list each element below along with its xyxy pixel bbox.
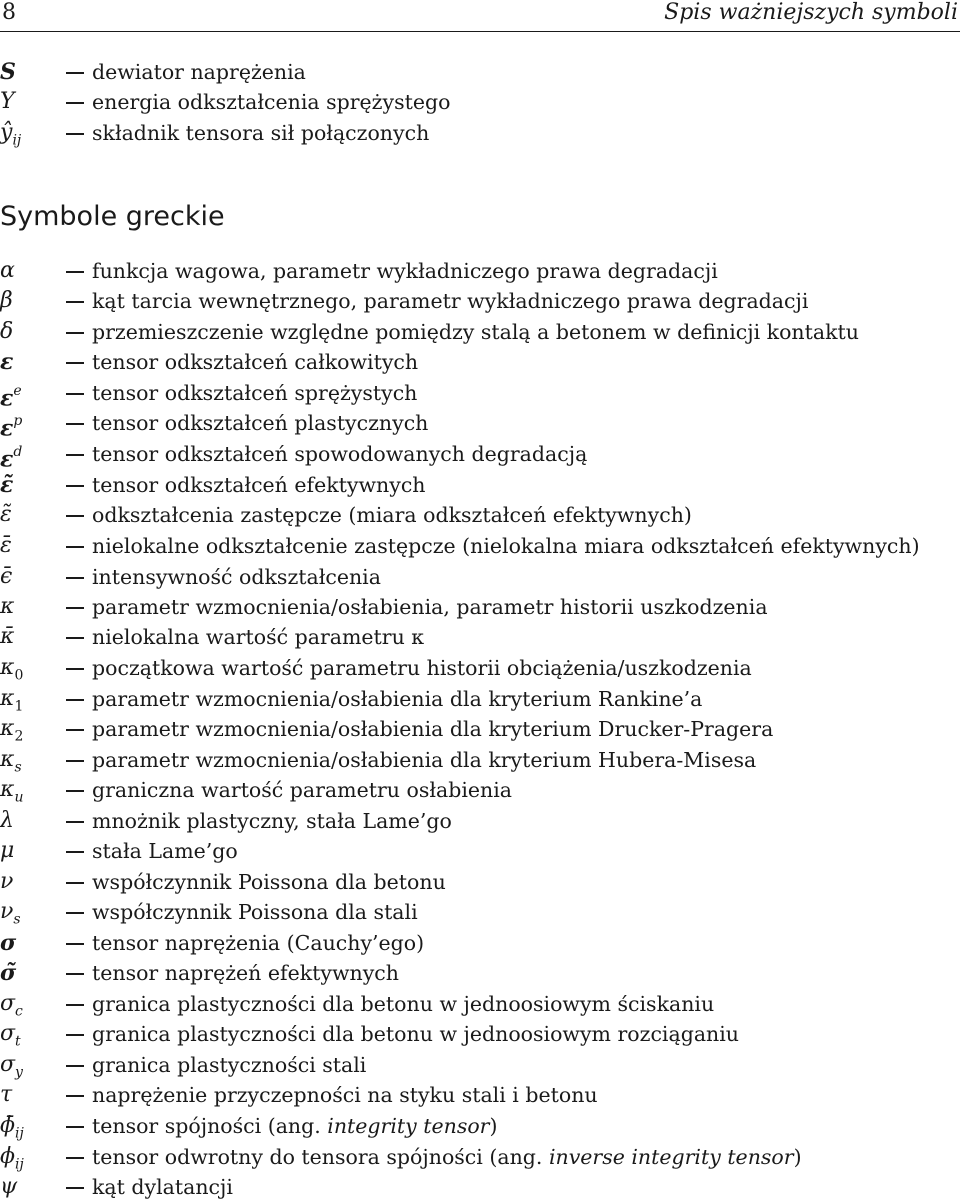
symbol-subscript: ij bbox=[15, 1156, 24, 1173]
symbol bbox=[0, 1019, 64, 1049]
dash bbox=[66, 729, 84, 731]
page-header bbox=[0, 0, 960, 32]
symbol: β bbox=[0, 288, 13, 313]
symbol bbox=[0, 1111, 64, 1141]
dash bbox=[66, 851, 84, 853]
symbol-description bbox=[92, 1111, 497, 1141]
symbol-description: tensor odkształceń sprężystych bbox=[92, 381, 418, 405]
symbol-description: tensor odkształceń efektywnych bbox=[92, 473, 426, 497]
symbol-description: tensor odkształceń całkowitych bbox=[92, 350, 419, 374]
symbol bbox=[0, 989, 64, 1019]
symbol-description: kąt tarcia wewnętrznego, parametr wykładniczego prawa degradacji bbox=[92, 289, 809, 313]
symbol-entry bbox=[0, 500, 960, 530]
dash bbox=[66, 271, 84, 273]
symbol: ε̄ bbox=[0, 533, 12, 558]
symbol-base: ε bbox=[0, 415, 14, 442]
description-tail: ) bbox=[489, 1114, 498, 1138]
symbol: ϵ̄ bbox=[0, 564, 13, 589]
symbol-entry bbox=[0, 439, 960, 473]
symbol-entry bbox=[0, 1142, 960, 1172]
symbol-description: tensor odkształceń plastycznych bbox=[92, 411, 429, 435]
dash bbox=[66, 943, 84, 945]
symbol bbox=[0, 653, 64, 683]
symbol-description: parametr wzmocnienia/osłabienia dla kryterium Rankine’a bbox=[92, 687, 703, 711]
symbol-base: ϕ bbox=[0, 1144, 15, 1169]
symbol-description: naprężenie przyczepności na styku stali i betonu bbox=[92, 1083, 598, 1107]
dash bbox=[66, 699, 84, 701]
dash bbox=[66, 301, 84, 303]
symbol-base: ε bbox=[0, 385, 14, 412]
dash bbox=[66, 485, 84, 487]
symbol-entry bbox=[0, 1050, 960, 1080]
symbol bbox=[0, 714, 64, 744]
symbol-description: dewiator naprężenia bbox=[92, 60, 306, 84]
symbol-entry bbox=[0, 775, 960, 805]
description-italic: integrity tensor bbox=[327, 1114, 490, 1138]
symbol bbox=[0, 439, 64, 473]
symbol: ψ bbox=[0, 1174, 18, 1199]
dash bbox=[66, 1095, 84, 1097]
description-text: tensor odwrotny do tensora spójności (ang. bbox=[92, 1145, 549, 1169]
dash bbox=[66, 637, 84, 639]
symbol-subscript: u bbox=[14, 789, 24, 806]
symbol bbox=[0, 408, 64, 442]
symbol-base: κ bbox=[0, 655, 15, 680]
symbol-base: κ bbox=[0, 777, 15, 802]
symbol-entry bbox=[0, 989, 960, 1019]
symbol-entry bbox=[0, 714, 960, 744]
symbol-superscript: p bbox=[13, 413, 23, 429]
symbol-base: ε bbox=[0, 446, 14, 473]
description-text: tensor spójności (ang. bbox=[92, 1114, 328, 1138]
symbol-entry bbox=[0, 317, 960, 347]
symbol-description: początkowa wartość parametru historii obciążenia/uszkodzenia bbox=[92, 656, 752, 680]
symbol: τ bbox=[0, 1082, 13, 1107]
dash bbox=[66, 760, 84, 762]
symbol: ε̃ bbox=[0, 502, 12, 527]
symbol: σ bbox=[0, 930, 17, 956]
symbol: μ bbox=[0, 838, 15, 863]
symbol-description: przemieszczenie względne pomiędzy stalą a betonem w definicji kontaktu bbox=[92, 320, 859, 344]
symbol-description: tensor odkształceń spowodowanych degradacją bbox=[92, 442, 588, 466]
symbol-entry bbox=[0, 470, 960, 500]
symbol: κ̄ bbox=[0, 624, 15, 649]
description-italic: inverse integrity tensor bbox=[548, 1145, 794, 1169]
symbol bbox=[0, 897, 64, 927]
symbol-entry bbox=[0, 118, 960, 148]
header-rule bbox=[0, 31, 960, 32]
symbol-base: ŷ bbox=[0, 120, 13, 145]
symbol-entry bbox=[0, 378, 960, 412]
symbol-description: nielokalna wartość parametru κ bbox=[92, 625, 425, 649]
symbol-entry bbox=[0, 897, 960, 927]
dash bbox=[66, 1126, 84, 1128]
dash bbox=[66, 821, 84, 823]
dash bbox=[66, 546, 84, 548]
symbol-description: kąt dylatancji bbox=[92, 1175, 233, 1199]
symbol-entry bbox=[0, 562, 960, 592]
symbol: δ bbox=[0, 319, 14, 344]
running-title: Spis ważniejszych symboli bbox=[664, 0, 958, 25]
symbol: λ bbox=[0, 808, 14, 833]
symbol bbox=[0, 1050, 64, 1080]
symbol-description: intensywność odkształcenia bbox=[92, 565, 381, 589]
dash bbox=[66, 607, 84, 609]
dash bbox=[66, 1157, 84, 1159]
symbol-subscript: s bbox=[13, 911, 21, 928]
dash bbox=[66, 668, 84, 670]
symbol bbox=[0, 775, 64, 805]
symbol: σ̃ bbox=[0, 960, 17, 986]
symbol-base: ν bbox=[0, 899, 14, 924]
symbol-description: graniczna wartość parametru osłabienia bbox=[92, 778, 513, 802]
symbol-subscript: 1 bbox=[14, 698, 24, 715]
dash bbox=[66, 1187, 84, 1189]
dash bbox=[66, 973, 84, 975]
dash bbox=[66, 454, 84, 456]
symbol-entry bbox=[0, 531, 960, 561]
dash bbox=[66, 1065, 84, 1067]
symbol: ε̃ bbox=[0, 472, 14, 498]
symbol-description: nielokalne odkształcenie zastępcze (nielokalna miara odkształceń efektywnych) bbox=[92, 534, 920, 558]
symbol: ε bbox=[0, 349, 14, 375]
symbol-entry bbox=[0, 836, 960, 866]
symbol: S bbox=[0, 59, 16, 85]
symbol-description: tensor naprężenia (Cauchy’ego) bbox=[92, 931, 425, 955]
symbol-description: składnik tensora sił połączonych bbox=[92, 121, 430, 145]
symbol-base: κ bbox=[0, 686, 15, 711]
symbol-subscript: y bbox=[15, 1064, 23, 1081]
symbol-description: granica plastyczności dla betonu w jednoosiowym ściskaniu bbox=[92, 992, 715, 1016]
dash bbox=[66, 133, 84, 135]
symbol-base: κ bbox=[0, 716, 15, 741]
symbol-description: stała Lame’go bbox=[92, 839, 238, 863]
symbol bbox=[0, 118, 64, 148]
symbol-subscript: s bbox=[14, 759, 22, 776]
symbol-description: tensor naprężeń efektywnych bbox=[92, 961, 399, 985]
symbol-base: σ bbox=[0, 1052, 16, 1077]
symbol: α bbox=[0, 258, 15, 283]
symbol-entry bbox=[0, 347, 960, 377]
symbol-subscript: 0 bbox=[14, 667, 24, 684]
symbol-entry bbox=[0, 684, 960, 714]
section-title: Symbole greckie bbox=[0, 201, 225, 232]
symbol: ν bbox=[0, 869, 14, 894]
symbol-base: σ bbox=[0, 1021, 16, 1046]
dash bbox=[66, 332, 84, 334]
symbol-base: κ bbox=[0, 747, 15, 772]
symbol-base: σ bbox=[0, 991, 16, 1016]
symbol-entry bbox=[0, 592, 960, 622]
symbol-description: odkształcenia zastępcze (miara odkształceń efektywnych) bbox=[92, 503, 692, 527]
symbol-entry bbox=[0, 1111, 960, 1141]
symbol-entry bbox=[0, 622, 960, 652]
symbol-subscript: ij bbox=[15, 1125, 24, 1142]
symbol-entry bbox=[0, 928, 960, 958]
symbol: κ bbox=[0, 594, 15, 619]
symbol-description: mnożnik plastyczny, stała Lame’go bbox=[92, 809, 452, 833]
symbol-description: parametr wzmocnienia/osłabienia, parametr historii uszkodzenia bbox=[92, 595, 768, 619]
symbol-subscript: 2 bbox=[14, 728, 24, 745]
dash bbox=[66, 102, 84, 104]
symbol bbox=[0, 1142, 64, 1172]
symbol-entry bbox=[0, 87, 960, 117]
symbol-entry bbox=[0, 1172, 960, 1202]
symbol-description: współczynnik Poissona dla betonu bbox=[92, 870, 446, 894]
symbol-superscript: d bbox=[13, 444, 23, 460]
symbol-description: parametr wzmocnienia/osłabienia dla kryterium Drucker-Pragera bbox=[92, 717, 774, 741]
symbol bbox=[0, 378, 64, 412]
symbol-subscript: c bbox=[15, 1003, 23, 1020]
symbol-description: współczynnik Poissona dla stali bbox=[92, 900, 418, 924]
symbol-entry bbox=[0, 806, 960, 836]
symbol-subscript: ij bbox=[12, 132, 22, 149]
symbol-entry bbox=[0, 286, 960, 316]
symbol-entry bbox=[0, 57, 960, 87]
dash bbox=[66, 790, 84, 792]
dash bbox=[66, 393, 84, 395]
symbol-entry bbox=[0, 1019, 960, 1049]
symbol-entry bbox=[0, 256, 960, 286]
symbol-base: ϕ̄ bbox=[0, 1113, 15, 1138]
symbol-entry bbox=[0, 745, 960, 775]
dash bbox=[66, 912, 84, 914]
symbol-entry bbox=[0, 1080, 960, 1110]
symbol-superscript: e bbox=[13, 383, 22, 399]
symbol-entry bbox=[0, 867, 960, 897]
dash bbox=[66, 577, 84, 579]
dash bbox=[66, 882, 84, 884]
dash bbox=[66, 72, 84, 74]
symbol-subscript: t bbox=[15, 1033, 21, 1050]
symbol-description bbox=[92, 1142, 802, 1172]
dash bbox=[66, 1034, 84, 1036]
dash bbox=[66, 423, 84, 425]
description-tail: ) bbox=[793, 1145, 802, 1169]
symbol-description: granica plastyczności stali bbox=[92, 1053, 367, 1077]
dash bbox=[66, 515, 84, 517]
symbol-entry bbox=[0, 653, 960, 683]
symbol-description: funkcja wagowa, parametr wykładniczego prawa degradacji bbox=[92, 259, 718, 283]
symbol-entry bbox=[0, 958, 960, 988]
symbol-description: parametr wzmocnienia/osłabienia dla kryterium Hubera-Misesa bbox=[92, 748, 757, 772]
dash bbox=[66, 1004, 84, 1006]
symbol bbox=[0, 745, 64, 775]
symbol bbox=[0, 684, 64, 714]
symbol-description: granica plastyczności dla betonu w jednoosiowym rozciąganiu bbox=[92, 1022, 740, 1046]
page-number: 8 bbox=[2, 0, 16, 25]
symbol-entry bbox=[0, 408, 960, 442]
symbol-description: energia odkształcenia sprężystego bbox=[92, 90, 451, 114]
dash bbox=[66, 362, 84, 364]
symbol: Y bbox=[0, 89, 15, 114]
